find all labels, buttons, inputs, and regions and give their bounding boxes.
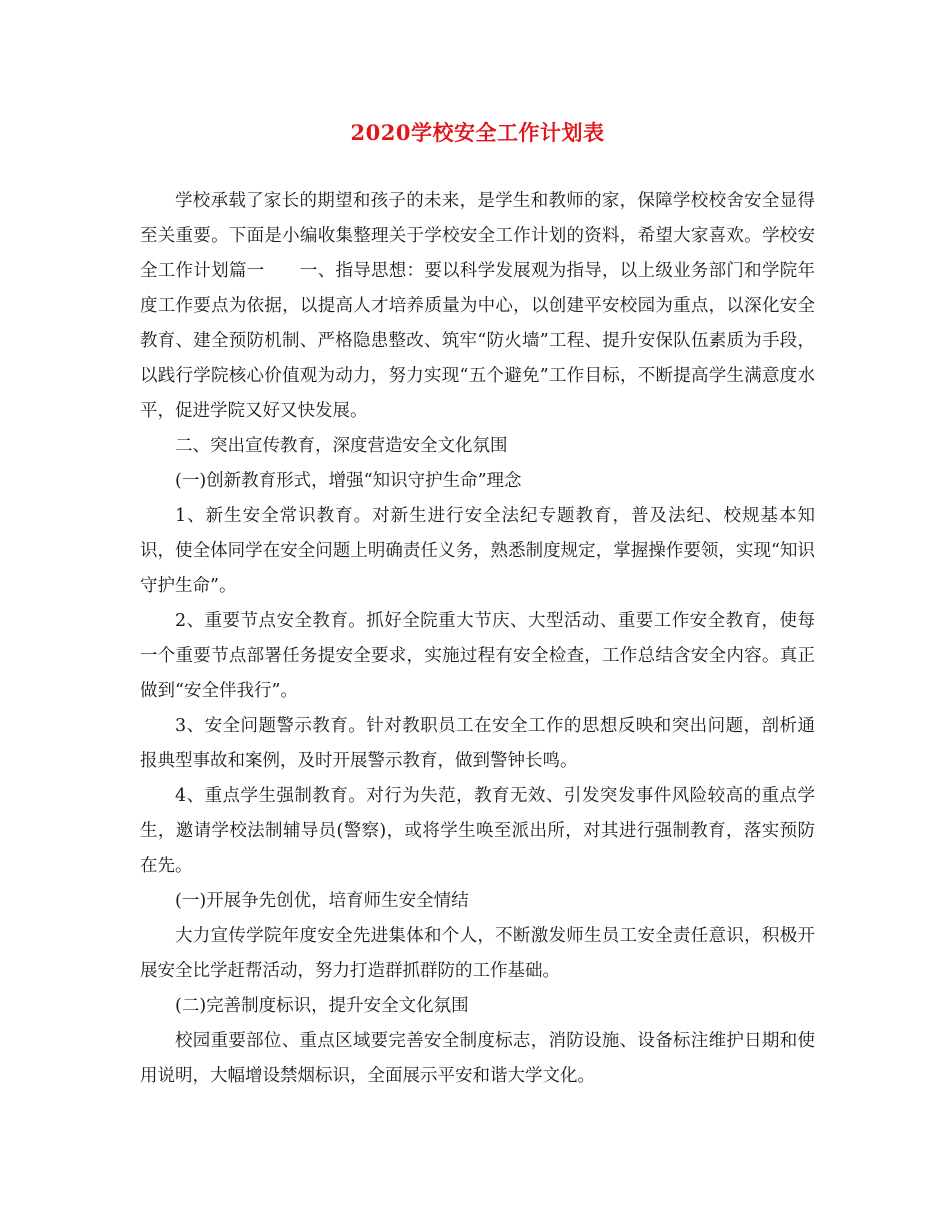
paragraph-intro: 学校承载了家长的期望和孩子的未来，是学生和教师的家，保障学校校舍安全显得至关重要。下面是小编收集整理关于学校安全工作计划的资料，希望大家喜欢。学校安全工作计划篇一 一、指导思想：要以科学发展观为指导，以上级业务部门和学院年度工作要点为依据，以提高人才培养质量为中心，以创建平安校园为重点，以深化安全教育、建全预防机制、严格隐患整改、筑牢“防火墙”工程、提升安保队伍素质为手段，以践行学院核心价值观为动力，努力实现“五个避免”工作目标，不断提高学生满意度水平，促进学院又好又快发展。 (140, 191, 815, 421)
subsection-heading-3: (二)完善制度标识，提升安全文化氛围 (175, 996, 469, 1016)
list-item-1: 1、新生安全常识教育。对新生进行安全法纪专题教育，普及法纪、校规基本知识，使全体同学在安全问题上明确责任义务，熟悉制度规定，掌握操作要领，实现“知识守护生命”。 (140, 506, 815, 596)
document-title: 2020学校安全工作计划表 (350, 120, 605, 145)
list-item-3: 3、安全问题警示教育。针对教职员工在安全工作的思想反映和突出问题，剖析通报典型事故和案例，及时开展警示教育，做到警钟长鸣。 (140, 716, 815, 771)
paragraph-signage: 校园重要部位、重点区域要完善安全制度标志，消防设施、设备标注维护日期和使用说明，大幅增设禁烟标识，全面展示平安和谐大学文化。 (140, 1031, 815, 1086)
subsection-heading-1: (一)创新教育形式，增强“知识守护生命”理念 (175, 471, 522, 491)
list-item-2: 2、重要节点安全教育。抓好全院重大节庆、大型活动、重要工作安全教育，使每一个重要节点部署任务提安全要求，实施过程有安全检查，工作总结含安全内容。真正做到“安全伴我行”。 (140, 611, 815, 701)
section-heading-2: 二、突出宣传教育，深度营造安全文化氛围 (175, 436, 508, 456)
subsection-heading-2: (一)开展争先创优，培育师生安全情结 (175, 891, 469, 911)
paragraph-advanced: 大力宣传学院年度安全先进集体和个人，不断激发师生员工安全责任意识，积极开展安全比学赶帮活动，努力打造群抓群防的工作基础。 (140, 926, 815, 981)
document-page (140, 118, 815, 1094)
list-item-4: 4、重点学生强制教育。对行为失范，教育无效、引发突发事件风险较高的重点学生，邀请学校法制辅导员(警察)，或将学生唤至派出所，对其进行强制教育，落实预防在先。 (140, 786, 815, 876)
